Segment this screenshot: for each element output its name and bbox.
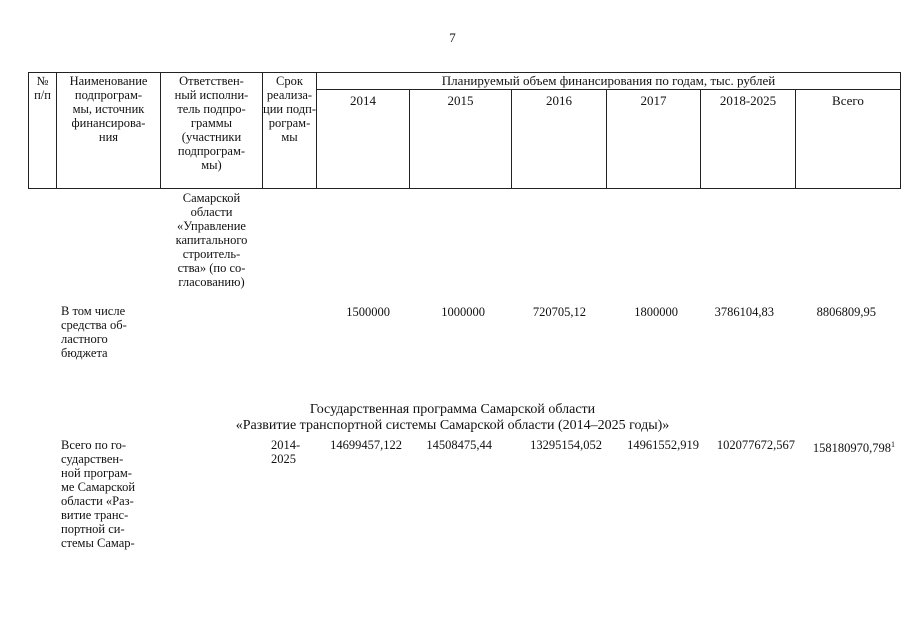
row-label-line: ластного xyxy=(61,332,108,346)
row-regional-label xyxy=(61,304,153,360)
header-responsible-line: мы) xyxy=(201,158,222,172)
value-2018-2025: 102077672,567 xyxy=(716,438,795,452)
row-label-line: области «Раз- xyxy=(61,494,134,508)
header-responsible-line: (участники xyxy=(181,130,242,144)
header-term-line: мы xyxy=(281,130,298,144)
header-year-2015: 2015 xyxy=(447,93,474,108)
row-label-line: ной програм- xyxy=(61,466,132,480)
program-heading-line1: Государственная программа Самарской области xyxy=(309,402,596,417)
row-label-line: Всего по го- xyxy=(61,438,127,452)
header-name-line: подпрограм- xyxy=(74,88,143,102)
header-responsible-cell xyxy=(161,74,262,172)
header-year-2016: 2016 xyxy=(546,93,572,108)
row-label-line: портной си- xyxy=(61,522,125,536)
value-2015: 1000000 xyxy=(441,305,485,319)
value-2014: 14699457,122 xyxy=(330,438,402,452)
value-2018-2025: 3786104,83 xyxy=(714,305,774,319)
value-total: 8806809,95 xyxy=(816,305,876,319)
footnote-marker: 1 xyxy=(891,440,895,449)
header-name-line: финансирова- xyxy=(71,116,146,130)
row-total-label xyxy=(61,438,153,550)
header-number-line: № xyxy=(36,74,49,88)
responsible-line: строитель- xyxy=(182,247,241,261)
header-term-line: рограм- xyxy=(268,116,311,130)
header-responsible-line: тель подпро- xyxy=(177,102,246,116)
responsible-line: области xyxy=(190,205,233,219)
value-total-number: 158180970,798 xyxy=(812,441,891,456)
program-heading-line2: «Развитие транспортной системы Самарской области (2014–2025 годы)» xyxy=(235,418,670,433)
header-responsible-line: Ответствен- xyxy=(179,74,244,88)
header-term-line: Срок xyxy=(276,74,303,88)
term-line: 2014- xyxy=(271,438,301,452)
value-2017: 1800000 xyxy=(634,305,678,319)
term-line: 2025 xyxy=(271,452,296,466)
responsible-line: «Управление xyxy=(177,219,246,233)
responsible-continuation xyxy=(161,191,262,289)
value-2017: 14961552,919 xyxy=(627,438,699,452)
value-total xyxy=(813,438,895,455)
header-term-line: ции подп- xyxy=(263,102,316,116)
header-total: Всего xyxy=(832,93,864,108)
header-responsible-line: подпрограм- xyxy=(177,144,246,158)
responsible-line: Самарской xyxy=(182,191,241,205)
row-label-line: стемы Самар- xyxy=(61,536,135,550)
header-term-cell xyxy=(263,74,316,144)
row-label-line: ме Самарской xyxy=(61,480,136,494)
header-term-line: реализа- xyxy=(266,88,313,102)
responsible-line: гласованию) xyxy=(178,275,245,289)
funding-subheader-border xyxy=(316,89,901,90)
page-number: 7 xyxy=(449,30,456,45)
header-bottom-border xyxy=(28,188,901,189)
responsible-line: ства» (по со- xyxy=(177,261,246,275)
row-label-line: В том числе xyxy=(61,304,126,318)
row-total-term xyxy=(271,438,315,466)
header-number-line: п/п xyxy=(34,88,51,102)
row-label-line: бюджета xyxy=(61,346,108,360)
responsible-line: капитального xyxy=(175,233,248,247)
header-year-2014: 2014 xyxy=(350,93,376,108)
header-name-cell xyxy=(57,74,160,144)
value-2014: 1500000 xyxy=(346,305,390,319)
header-name-line: мы, источник xyxy=(72,102,145,116)
header-name-line: ния xyxy=(98,130,119,144)
row-label-line: витие транс- xyxy=(61,508,129,522)
col-border xyxy=(900,72,901,189)
row-label-line: средства об- xyxy=(61,318,127,332)
header-responsible-line: граммы xyxy=(190,116,233,130)
header-name-line: Наименование xyxy=(69,74,148,88)
value-2016: 13295154,052 xyxy=(530,438,602,452)
row-label-line: сударствен- xyxy=(61,452,124,466)
header-year-2017: 2017 xyxy=(640,93,667,108)
col-border xyxy=(316,72,317,189)
header-year-2018-2025: 2018-2025 xyxy=(719,93,777,108)
header-number-cell xyxy=(29,74,56,102)
header-responsible-line: ный исполни- xyxy=(174,88,249,102)
header-funding-title: Планируемый объем финансирования по годам, тыс. рублей xyxy=(441,73,776,88)
value-2015: 14508475,44 xyxy=(426,438,492,452)
value-2016: 720705,12 xyxy=(532,305,586,319)
